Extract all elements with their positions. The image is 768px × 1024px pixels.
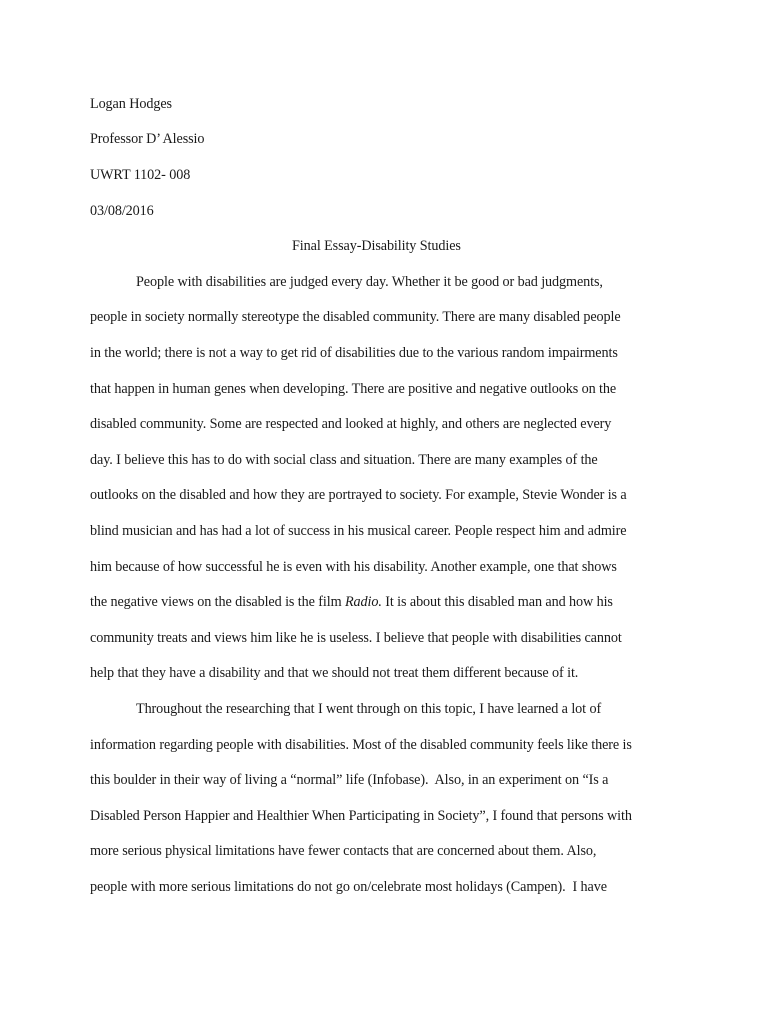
paragraph-1-line: disabled community. Some are respected and looked at highly, and others are neglected every — [90, 416, 612, 432]
paragraph-2-line: Disabled Person Happier and Healthier When Participating in Society”, I found that persons with — [90, 808, 632, 824]
film-title-italic: Radio. — [344, 594, 382, 610]
text-run: It is about this disabled man and how his — [381, 594, 613, 610]
paragraph-1-line: community treats and views him like he is useless. I believe that people with disabilities cannot — [90, 630, 622, 646]
professor-name: Professor D’ Alessio — [90, 131, 205, 147]
paragraph-1-line: help that they have a disability and that we should not treat them different because of it. — [90, 665, 579, 681]
paragraph-2-line: this boulder in their way of living a “normal” life (Infobase). Also, in an experiment on “Is a — [90, 772, 609, 788]
essay-date: 03/08/2016 — [90, 203, 154, 219]
course-code: UWRT 1102- 008 — [90, 167, 191, 183]
paragraph-1-line: him because of how successful he is even with his disability. Another example, one that shows — [90, 559, 617, 575]
text-run: the negative views on the disabled is the film — [90, 594, 345, 610]
paragraph-2-line: more serious physical limitations have fewer contacts that are concerned about them. Also, — [90, 843, 597, 859]
author-name: Logan Hodges — [90, 96, 172, 112]
paragraph-1-line — [90, 593, 613, 611]
paragraph-1-line: people in society normally stereotype the disabled community. There are many disabled people — [90, 309, 621, 325]
paragraph-1-line: in the world; there is not a way to get rid of disabilities due to the various random impairments — [90, 345, 618, 361]
paragraph-1-line: that happen in human genes when developing. There are positive and negative outlooks on the — [90, 381, 617, 397]
paragraph-2-line: people with more serious limitations do not go on/celebrate most holidays (Campen). I have — [90, 879, 607, 895]
paragraph-1-line: outlooks on the disabled and how they are portrayed to society. For example, Stevie Wonder is a — [90, 487, 627, 503]
paragraph-2-line: Throughout the researching that I went through on this topic, I have learned a lot of — [136, 701, 602, 717]
essay-title: Final Essay-Disability Studies — [292, 238, 461, 254]
paragraph-1-line: day. I believe this has to do with social class and situation. There are many examples of the — [90, 452, 598, 468]
paragraph-1-line: blind musician and has had a lot of success in his musical career. People respect him and admire — [90, 523, 627, 539]
paragraph-2-line: information regarding people with disabilities. Most of the disabled community feels like there is — [90, 737, 632, 753]
paragraph-1-line: People with disabilities are judged every day. Whether it be good or bad judgments, — [136, 274, 603, 290]
